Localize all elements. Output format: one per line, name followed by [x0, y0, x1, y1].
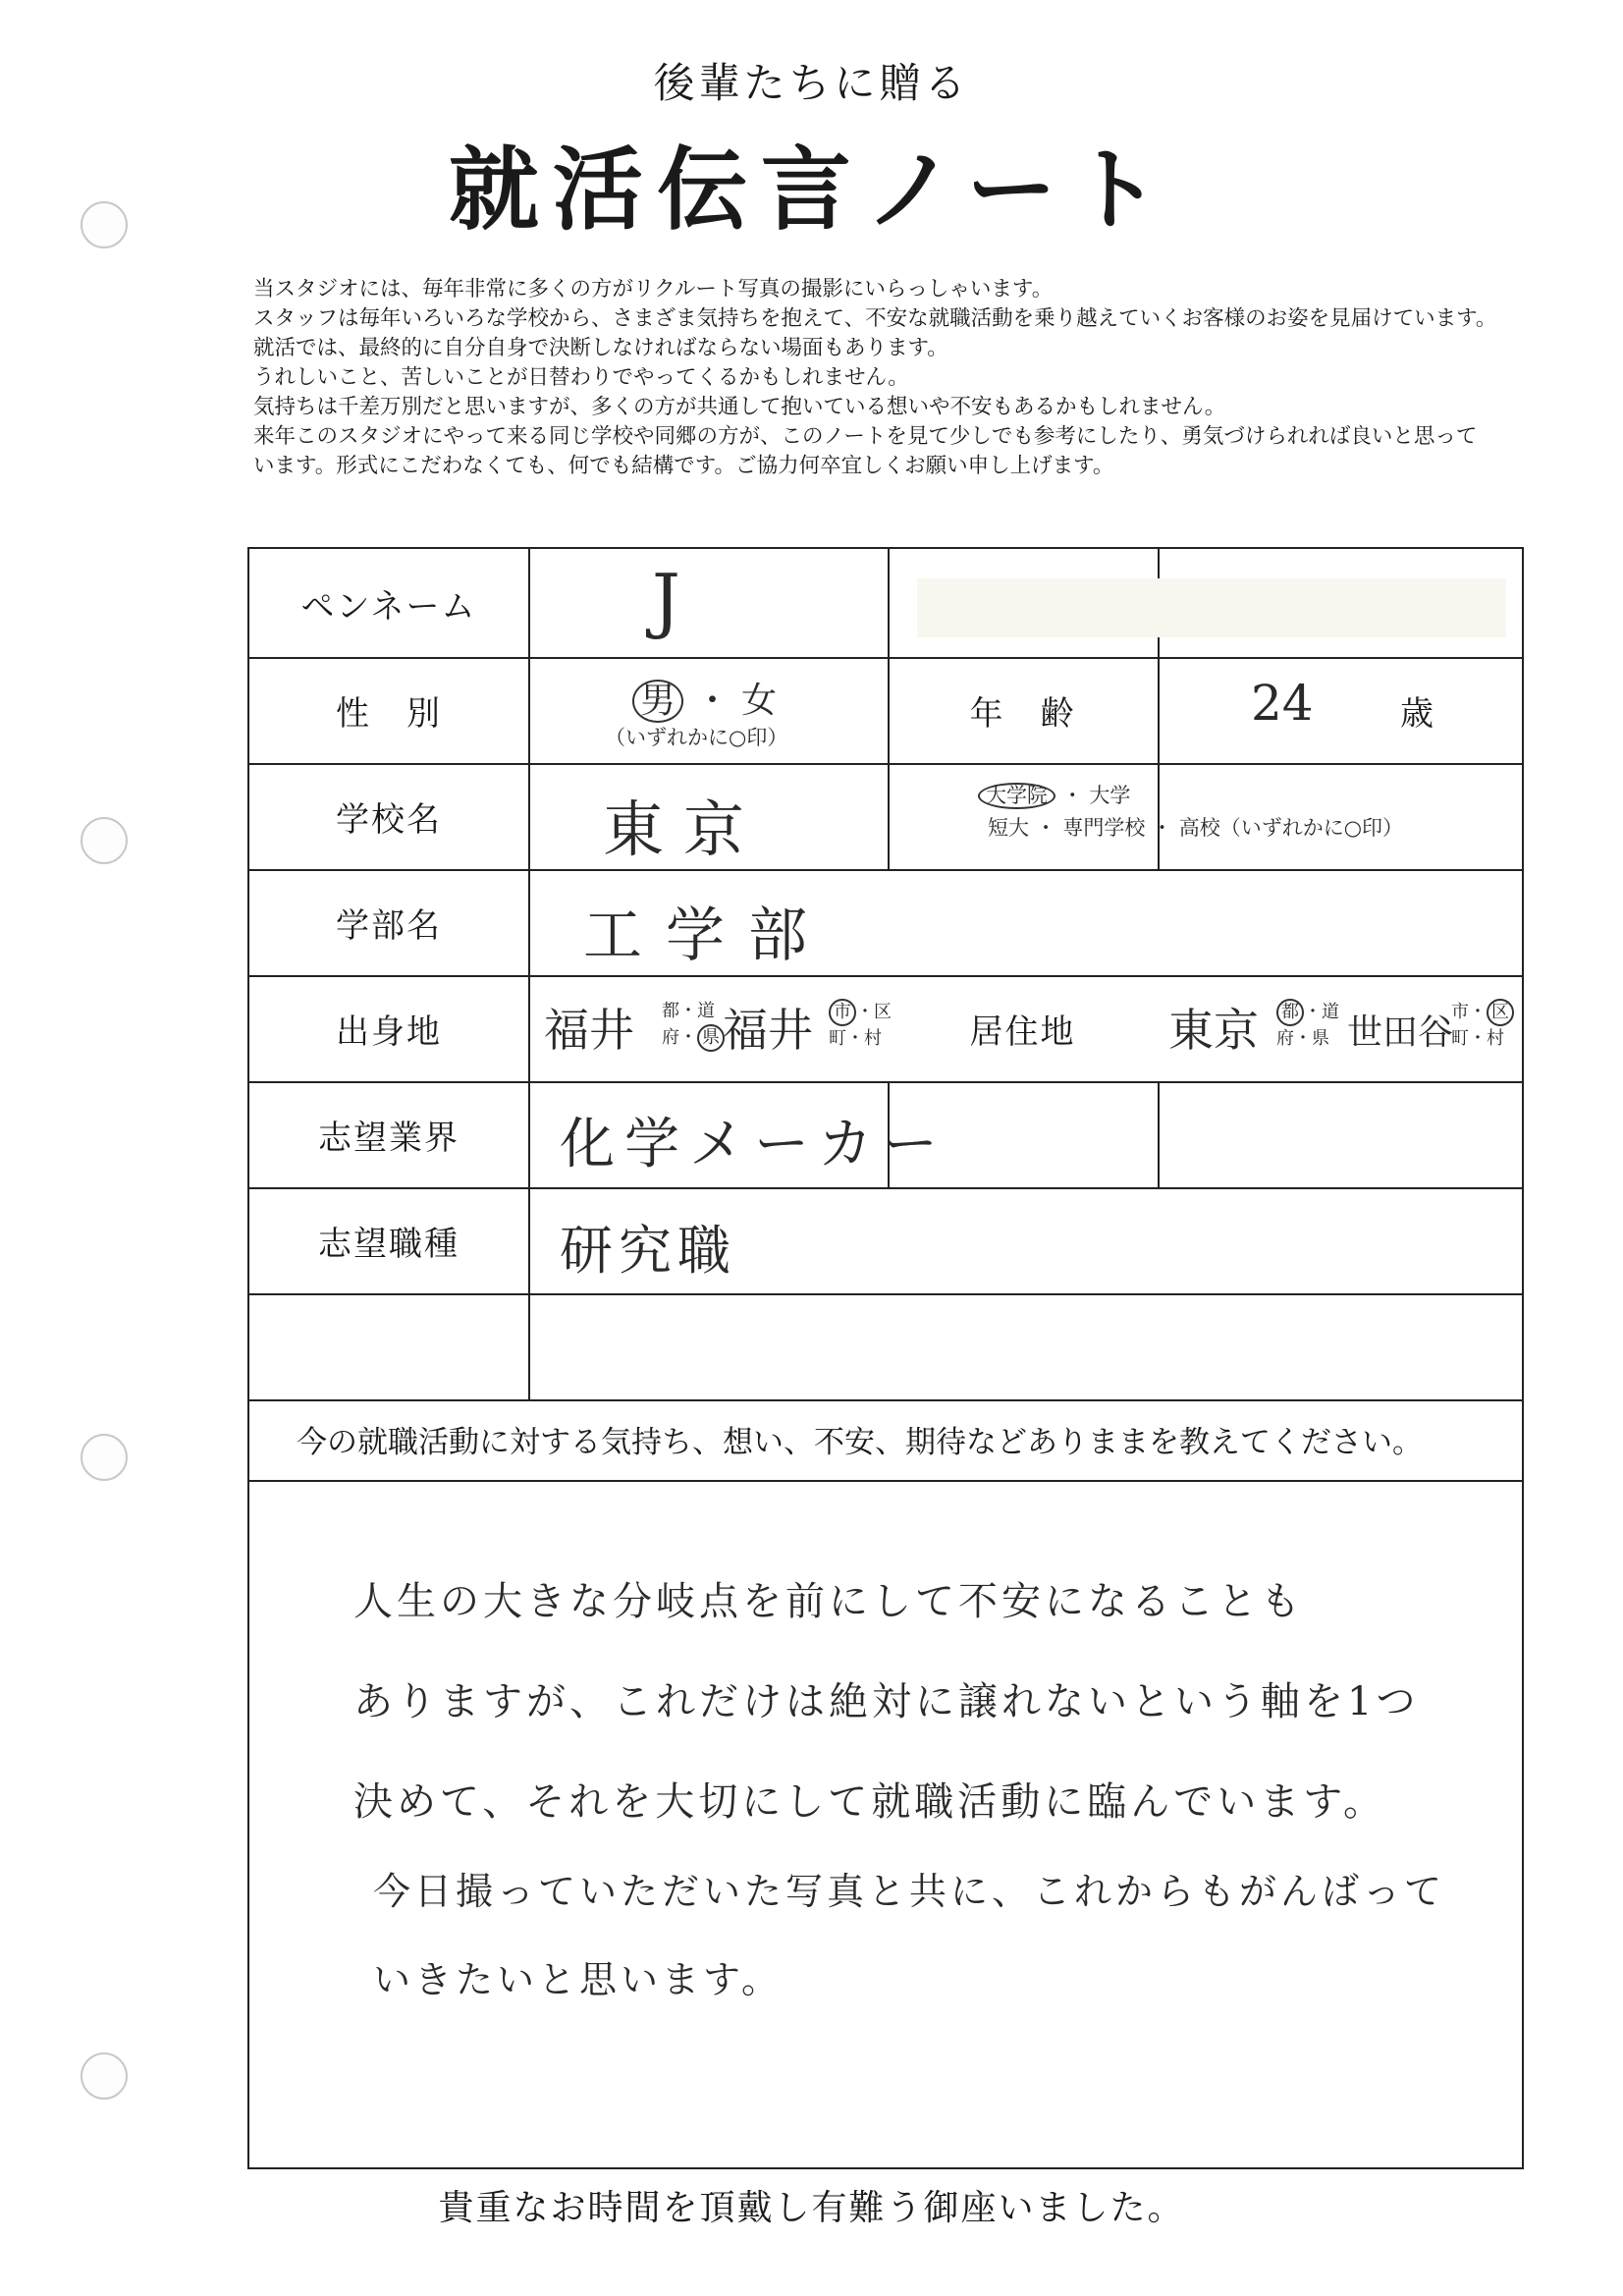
mark-dot: ・ [1294, 1028, 1312, 1049]
hometown-label: 出身地 [336, 1011, 442, 1052]
answer-line: 決めて、それを大切にして就職活動に臨んでいます。 [353, 1779, 1386, 1825]
mark-to: 都 [662, 1001, 679, 1021]
job-label: 志望職種 [318, 1224, 460, 1264]
residence-label: 居住地 [969, 1011, 1076, 1052]
intro-line: 当スタジオには、毎年非常に多くの方がリクルート写真の撮影にいらっしゃいます。 [253, 277, 1054, 301]
answer-line: ありますが、これだけは絶対に譲れないという軸を1つ [353, 1679, 1420, 1724]
school-types-line1 [978, 783, 1130, 809]
hometown-city-marks [829, 999, 892, 1052]
hometown-pref: 福井 [544, 1004, 634, 1057]
mark-machi: 町 [1451, 1028, 1469, 1049]
answer-line: 今日撮っていただいた写真と共に、これからもがんばって [373, 1870, 1446, 1913]
school-value: 東京 [603, 793, 765, 865]
row-divider [249, 1293, 1522, 1295]
intro-text [253, 275, 1608, 481]
mark-shi-circled: 市 [829, 999, 856, 1026]
page-title: 就活伝言ノート [448, 137, 1175, 243]
mark-do: 道 [697, 1001, 715, 1021]
binder-hole-2 [81, 817, 128, 864]
mark-mura: 村 [1487, 1028, 1504, 1049]
mark-dot: ・ [1304, 1002, 1322, 1022]
page-subtitle: 後輩たちに贈る [653, 59, 970, 107]
residence-pref-marks [1276, 999, 1339, 1052]
redacted-area [917, 578, 1506, 637]
note-form [247, 547, 1524, 2169]
industry-label: 志望業界 [318, 1118, 460, 1158]
binder-hole-4 [81, 2052, 128, 2100]
gender-note: （いずれかに○印） [605, 726, 788, 749]
school-type-separator: ・ [1061, 784, 1083, 807]
faculty-label: 学部名 [336, 905, 442, 946]
school-types-line2: 短大 ・ 専門学校 ・ 高校（いずれかに○印） [988, 816, 1404, 840]
mark-fu: 府 [1276, 1028, 1294, 1049]
age-label: 年 齢 [969, 693, 1076, 734]
row-divider [249, 1399, 1522, 1401]
residence-pref: 東京 [1168, 1004, 1259, 1057]
col-divider [1158, 1081, 1160, 1187]
footer-thanks: 貴重なお時間を頂戴し有難う御座いました。 [438, 2188, 1185, 2228]
intro-line: います。形式にこだわなくても、何でも結構です。ご協力何卒宜しくお願い申し上げます。 [253, 454, 1114, 478]
school-type-graduate-circled: 大学院 [978, 783, 1055, 809]
mark-dot: ・ [846, 1028, 864, 1049]
gender-options [632, 673, 777, 723]
gender-label: 性 別 [336, 693, 442, 734]
mark-mura: 村 [864, 1028, 882, 1049]
answer-line: 人生の大きな分岐点を前にして不安になることも [353, 1579, 1304, 1624]
mark-ku: 区 [874, 1002, 892, 1022]
hometown-pref-marks [662, 999, 725, 1052]
residence-city: 世田谷 [1347, 1012, 1454, 1053]
age-value: 24 [1251, 675, 1314, 732]
mark-do: 道 [1322, 1002, 1339, 1022]
answer-line: いきたいと思います。 [373, 1958, 783, 2001]
intro-line: 就活では、最終的に自分自身で決断しなければならない場面もあります。 [253, 336, 948, 360]
mark-dot: ・ [1469, 1002, 1487, 1022]
intro-line: 来年このスタジオにやって来る同じ学校や同郷の方が、このノートを見て少しでも参考にしたり、勇気づけられれば良いと思って [253, 424, 1478, 449]
age-unit: 歳 [1400, 693, 1435, 734]
mark-ken-circled: 県 [697, 1024, 725, 1052]
mark-ku-circled: 区 [1487, 999, 1514, 1026]
mark-ken: 県 [1312, 1028, 1329, 1049]
mark-dot: ・ [856, 1002, 874, 1022]
mark-dot: ・ [1469, 1028, 1487, 1049]
label-column-divider [528, 549, 530, 1399]
gender-option-male-circled: 男 [632, 680, 683, 723]
hometown-city: 福井 [723, 1004, 813, 1057]
mark-shi: 市 [1451, 1002, 1469, 1022]
mark-fu: 府 [662, 1027, 679, 1048]
gender-separator: ・ [694, 681, 730, 721]
mark-dot: ・ [679, 1001, 697, 1021]
residence-city-marks [1451, 999, 1514, 1052]
question-divider [249, 1480, 1522, 1482]
job-value: 研究職 [560, 1220, 736, 1282]
intro-line: スタッフは毎年いろいろな学校から、さまざま気持ちを抱えて、不安な就職活動を乗り越えていくお客様のお姿を見届けています。 [253, 306, 1497, 331]
mark-to-circled: 都 [1276, 999, 1304, 1026]
intro-line: うれしいこと、苦しいことが日替わりでやってくるかもしれません。 [253, 365, 909, 390]
intro-line: 気持ちは千差万別だと思いますが、多くの方が共通して抱いている想いや不安もあるかもしれません。 [253, 395, 1226, 419]
pen-name-value: J [652, 559, 680, 641]
faculty-value: 工学部 [583, 902, 831, 970]
mark-machi: 町 [829, 1028, 846, 1049]
question-prompt: 今の就職活動に対する気持ち、想い、不安、期待などありままを教えてください。 [297, 1425, 1423, 1460]
school-type-university: 大学 [1089, 784, 1131, 807]
pen-name-label: ペンネーム [300, 586, 477, 627]
school-label: 学校名 [336, 799, 442, 840]
industry-value: 化学メーカー [560, 1113, 947, 1176]
mark-dot: ・ [679, 1027, 697, 1048]
binder-hole-3 [81, 1434, 128, 1481]
gender-option-female: 女 [740, 681, 777, 721]
